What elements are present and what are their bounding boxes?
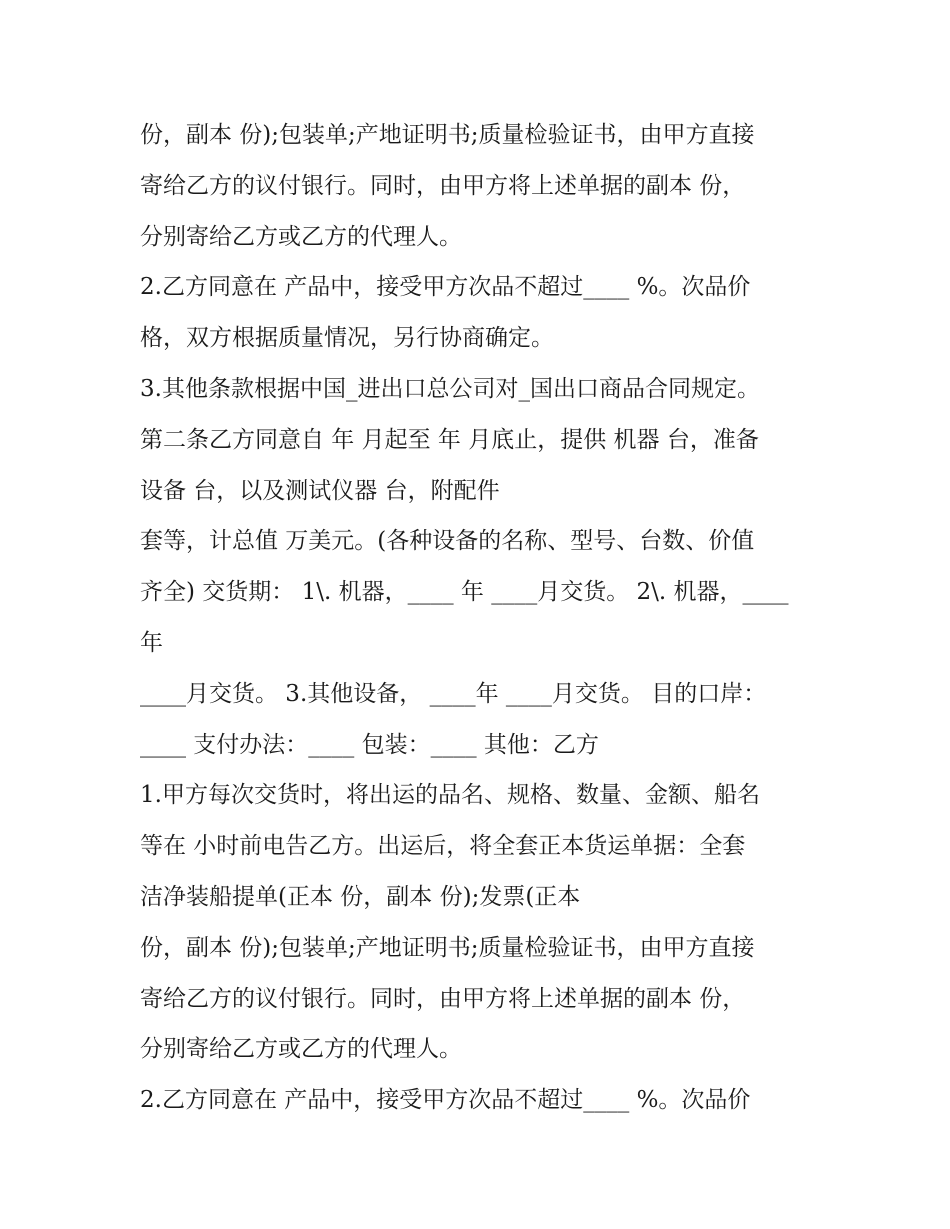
text-line: 份，副本 份);包装单;产地证明书;质量检验证书，由甲方直接 (140, 122, 755, 148)
text-line: 齐全) 交货期： 1\. 机器，____ 年 ____月交货。 2\. 机器，____ (140, 579, 789, 606)
text-line: 寄给乙方的议付银行。同时，由甲方将上述单据的副本 份， (140, 985, 746, 1012)
text-line: 分别寄给乙方或乙方的代理人。 (140, 223, 462, 250)
text-line: 设备 台，以及测试仪器 台，附配件 (140, 477, 500, 504)
text-line: 等在 小时前电告乙方。出运后，将全套正本货运单据：全套 (140, 833, 746, 860)
text-line: 3.其他条款根据中国_进出口总公司对_国出口商品合同规定。 (140, 375, 760, 402)
contract-text (140, 110, 820, 1126)
text-line: 洁净装船提单(正本 份，副本 份);发票(正本 (140, 883, 581, 910)
text-line: ____月交货。 3.其他设备， ____年 ____月交货。 目的口岸： (140, 680, 767, 707)
text-line: 格，双方根据质量情况，另行协商确定。 (140, 325, 554, 352)
text-line: 套等，计总值 万美元。(各种设备的名称、型号、台数、价值 (140, 528, 755, 555)
text-line: 1.甲方每次交货时，将出运的品名、规格、数量、金额、船名 (140, 782, 760, 809)
text-line: 分别寄给乙方或乙方的代理人。 (140, 1036, 462, 1063)
text-line: 2.乙方同意在 产品中，接受甲方次品不超过____ %。次品价 (140, 274, 751, 301)
text-line: 2.乙方同意在 产品中，接受甲方次品不超过____ %。次品价 (140, 1087, 751, 1114)
text-line: 第二条乙方同意自 年 月起至 年 月底止，提供 机器 台，准备 (140, 426, 759, 453)
text-line: ____ 支付办法：____ 包装：____ 其他：乙方 (140, 731, 599, 758)
text-line: 份，副本 份);包装单;产地证明书;质量检验证书，由甲方直接 (140, 934, 755, 961)
text-line: 年 (140, 629, 163, 656)
text-line: 寄给乙方的议付银行。同时，由甲方将上述单据的副本 份， (140, 172, 746, 199)
